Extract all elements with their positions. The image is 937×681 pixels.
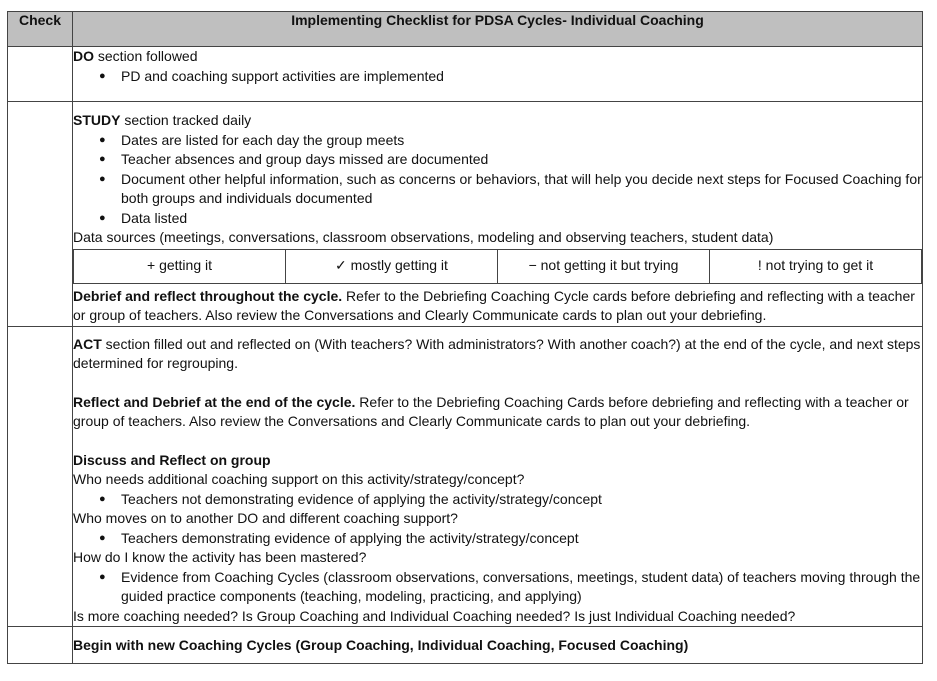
list-item: ● PD and coaching support activities are implemented bbox=[121, 67, 922, 87]
question-3: How do I know the activity has been mastered? bbox=[73, 549, 367, 565]
debrief-text: Refer to the Debriefing Coaching Cycle cards before debriefing and reflecting with a teacher or group of teachers. Also review the Conversations and Clearly Communicate cards to plan out your debriefing. bbox=[73, 287, 915, 323]
debrief-heading: Debrief and reflect throughout the cycle. bbox=[73, 287, 343, 304]
data-sources: Data sources (meetings, conversations, classroom observations, modeling and observing teachers, student data) bbox=[73, 229, 774, 245]
act-content bbox=[73, 326, 923, 627]
question-2-bullets bbox=[73, 529, 922, 549]
final-row bbox=[8, 627, 923, 664]
do-bullets bbox=[73, 67, 922, 87]
list-item: ● Document other helpful information, such as concerns or behaviors, that will help you decide next steps for Focused Coaching for both groups and individuals documented bbox=[121, 170, 922, 209]
header-row bbox=[8, 12, 923, 47]
final-check-cell[interactable] bbox=[8, 627, 73, 664]
check-column-header: Check bbox=[8, 12, 73, 47]
list-item: ● Evidence from Coaching Cycles (classroom observations, conversations, meetings, student data) of teachers moving through the guided practice components (teaching, modeling, practicing, and applying) bbox=[121, 568, 922, 607]
act-text: section filled out and reflected on (With teachers? With administrators? With another coach?) at the end of the cycle, and next steps determined for regrouping. bbox=[73, 335, 921, 371]
scale-getting-it: + getting it bbox=[74, 249, 286, 283]
checklist-table bbox=[7, 11, 923, 664]
final-text: Begin with new Coaching Cycles (Group Coaching, Individual Coaching, Focused Coaching) bbox=[73, 627, 923, 664]
do-content bbox=[73, 47, 923, 102]
study-row bbox=[8, 102, 923, 327]
study-label: STUDY bbox=[73, 112, 121, 128]
reflect-heading: Reflect and Debrief at the end of the cycle. bbox=[73, 393, 356, 410]
question-1: Who needs additional coaching support on this activity/strategy/concept? bbox=[73, 471, 525, 487]
list-item: ● Data listed bbox=[121, 209, 922, 229]
scale-not-getting-it-trying: − not getting it but trying bbox=[498, 249, 710, 283]
scale-mostly-getting-it: ✓ mostly getting it bbox=[286, 249, 498, 283]
act-label: ACT bbox=[73, 335, 102, 352]
scale-not-trying: ! not trying to get it bbox=[710, 249, 922, 283]
progress-scale bbox=[73, 249, 922, 284]
study-content bbox=[73, 102, 923, 327]
question-4: Is more coaching needed? Is Group Coaching and Individual Coaching needed? Is just Individual Coaching needed? bbox=[73, 607, 796, 624]
do-check-cell[interactable] bbox=[8, 47, 73, 102]
list-item: ● Dates are listed for each day the group meets bbox=[121, 131, 922, 151]
act-row bbox=[8, 326, 923, 627]
study-bullets bbox=[73, 131, 922, 229]
do-row bbox=[8, 47, 923, 102]
study-text: section tracked daily bbox=[120, 112, 252, 128]
question-3-bullets bbox=[73, 568, 922, 607]
study-check-cell[interactable] bbox=[8, 102, 73, 327]
list-item: ● Teacher absences and group days missed are documented bbox=[121, 150, 922, 170]
question-1-bullets bbox=[73, 490, 922, 510]
act-check-cell[interactable] bbox=[8, 326, 73, 627]
do-text: section followed bbox=[94, 48, 198, 64]
reflect-text: Refer to the Debriefing Coaching Cards before debriefing and reflecting with a teacher or group of teachers. Also review the Conversations and Clearly Communicate cards to plan out your debriefing. bbox=[73, 393, 909, 429]
question-2: Who moves on to another DO and different coaching support? bbox=[73, 510, 458, 526]
checklist-title: Implementing Checklist for PDSA Cycles- Individual Coaching bbox=[73, 12, 923, 47]
list-item: ● Teachers demonstrating evidence of applying the activity/strategy/concept bbox=[121, 529, 922, 549]
do-label: DO bbox=[73, 48, 94, 64]
discuss-heading: Discuss and Reflect on group bbox=[73, 451, 271, 468]
list-item: ● Teachers not demonstrating evidence of applying the activity/strategy/concept bbox=[121, 490, 922, 510]
